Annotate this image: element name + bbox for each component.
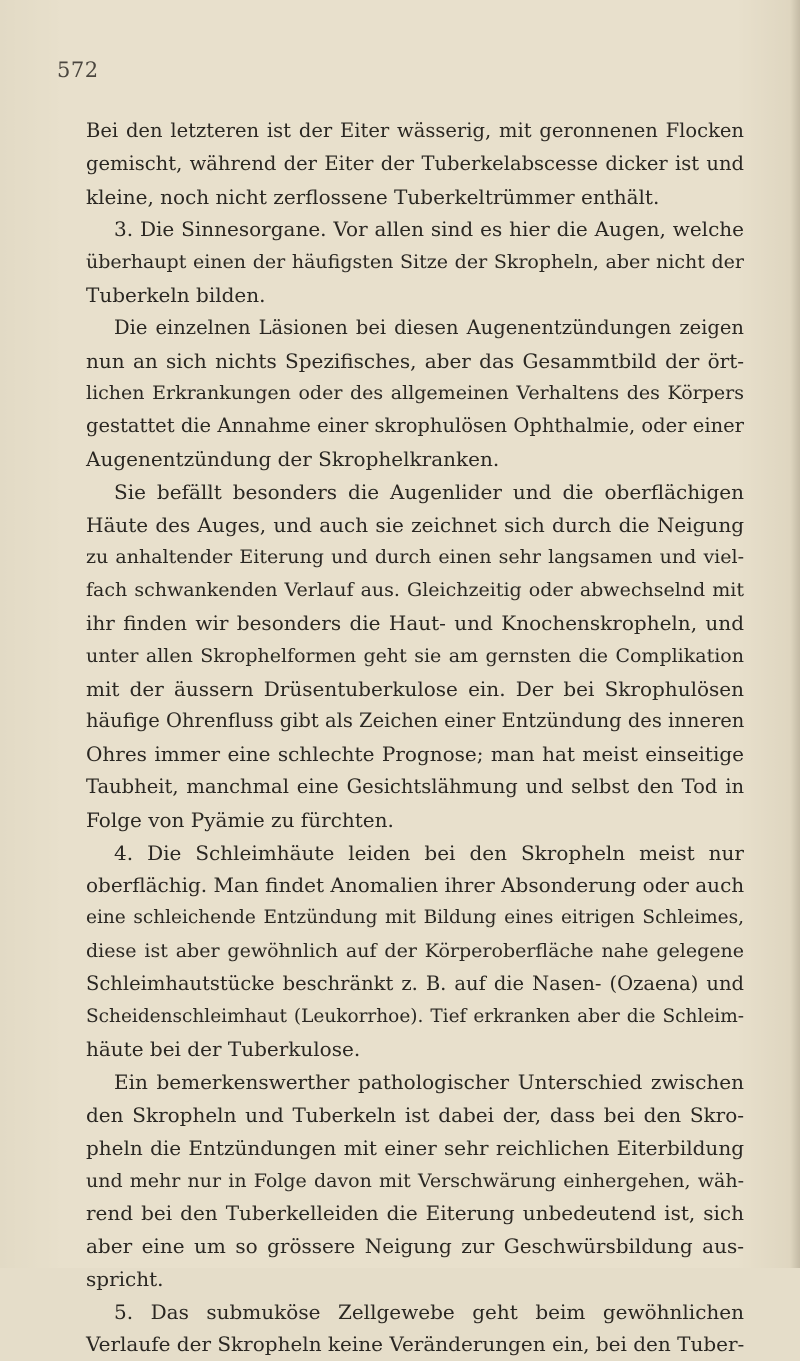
text-line: häufige Ohrenfluss gibt als Zeichen einer Entzündung des inneren [86,709,745,733]
text-line: spricht. [86,1266,164,1291]
text-line: Verlaufe der Skropheln keine Veränderungen ein, bei den Tuber- [86,1332,745,1357]
text-line: gestattet die Annahme einer skrophulösen Ophthalmie, oder einer [86,414,744,438]
text-line: lichen Erkrankungen oder des allgemeinen Verhaltens des Körpers [86,382,744,405]
text-line: gemischt, während der Eiter der Tuberkelabscesse dicker ist und [86,151,744,175]
text-line: eine schleichende Entzündung mit Bildung eines eitrigen Schleimes, [86,907,744,929]
text-line: mit der äussern Drüsentuberkulose ein. Der bei Skrophulösen [86,676,744,701]
text-line: und mehr nur in Folge davon mit Verschwärung einhergehen, wäh- [86,1169,744,1192]
text-line: unter allen Skrophelformen geht sie am gernsten die Complikation [86,644,744,667]
text-line: rend bei den Tuberkelleiden die Eiterung unbedeutend ist, sich [86,1201,744,1226]
text-line: nun an sich nichts Spezifisches, aber das Gesammtbild der ört- [86,348,744,373]
text-line: diese ist aber gewöhnlich auf der Körperoberfläche nahe gelegene [86,939,744,962]
text-line: Die einzelnen Läsionen bei diesen Augenentzündungen zeigen [114,315,744,339]
text-line: Häute des Auges, und auch sie zeichnet sich durch die Neigung [86,512,744,537]
text-line: ihr finden wir besonders die Haut- und Knochenskropheln, und [86,610,744,635]
text-line: Folge von Pyämie zu fürchten. [86,807,394,832]
text-line: Bei den letzteren ist der Eiter wässerig, mit geronnenen Flocken [86,119,744,142]
text-line: häute bei der Tuberkulose. [86,1037,361,1062]
text-line: pheln die Entzündungen mit einer sehr reichlichen Eiterbildung [86,1135,744,1160]
text-line: Tuberkeln bilden. [86,282,266,307]
text-line: Taubheit, manchmal eine Gesichtslähmung und selbst den Tod in [86,774,744,798]
text-line: kleine, noch nicht zerflossene Tuberkeltrümmer enthält. [86,184,660,209]
text-line: 5. Das submuköse Zellgewebe geht beim gewöhnlichen [114,1299,744,1324]
text-line: 3. Die Sinnesorgane. Vor allen sind es hier die Augen, welche [114,217,744,242]
text-line: Scheidenschleimhaut (Leukorrhoe). Tief erkranken aber die Schleim- [86,1005,744,1027]
text-line: den Skropheln und Tuberkeln ist dabei der, dass bei den Skro- [86,1102,744,1127]
text-line: aber eine um so grössere Neigung zur Geschwürsbildung aus- [86,1234,744,1259]
text-line: Ein bemerkenswerther pathologischer Unterschied zwischen [114,1070,744,1095]
text-line: oberflächig. Man findet Anomalien ihrer Absonderung oder auch [86,873,745,898]
page-number: 572 [57,58,99,82]
page-edge-shadow [790,0,800,1268]
text-line: Schleimhautstücke beschränkt z. B. auf die Nasen- (Ozaena) und [86,971,744,995]
text-line: Augenentzündung der Skrophelkranken. [86,446,500,471]
text-line: zu anhaltender Eiterung und durch einen sehr langsamen und viel- [86,546,744,569]
text-line: überhaupt einen der häufigsten Sitze der Skropheln, aber nicht der [86,251,744,274]
text-line: fach schwankenden Verlauf aus. Gleichzeitig oder abwechselnd mit [86,579,744,602]
text-line: 4. Die Schleimhäute leiden bei den Skropheln meist nur [114,840,744,865]
body-text [86,115,744,1361]
text-line: Ohres immer eine schlechte Prognose; man hat meist einseitige [86,742,744,767]
text-line: Sie befällt besonders die Augenlider und die oberflächigen [114,479,744,504]
